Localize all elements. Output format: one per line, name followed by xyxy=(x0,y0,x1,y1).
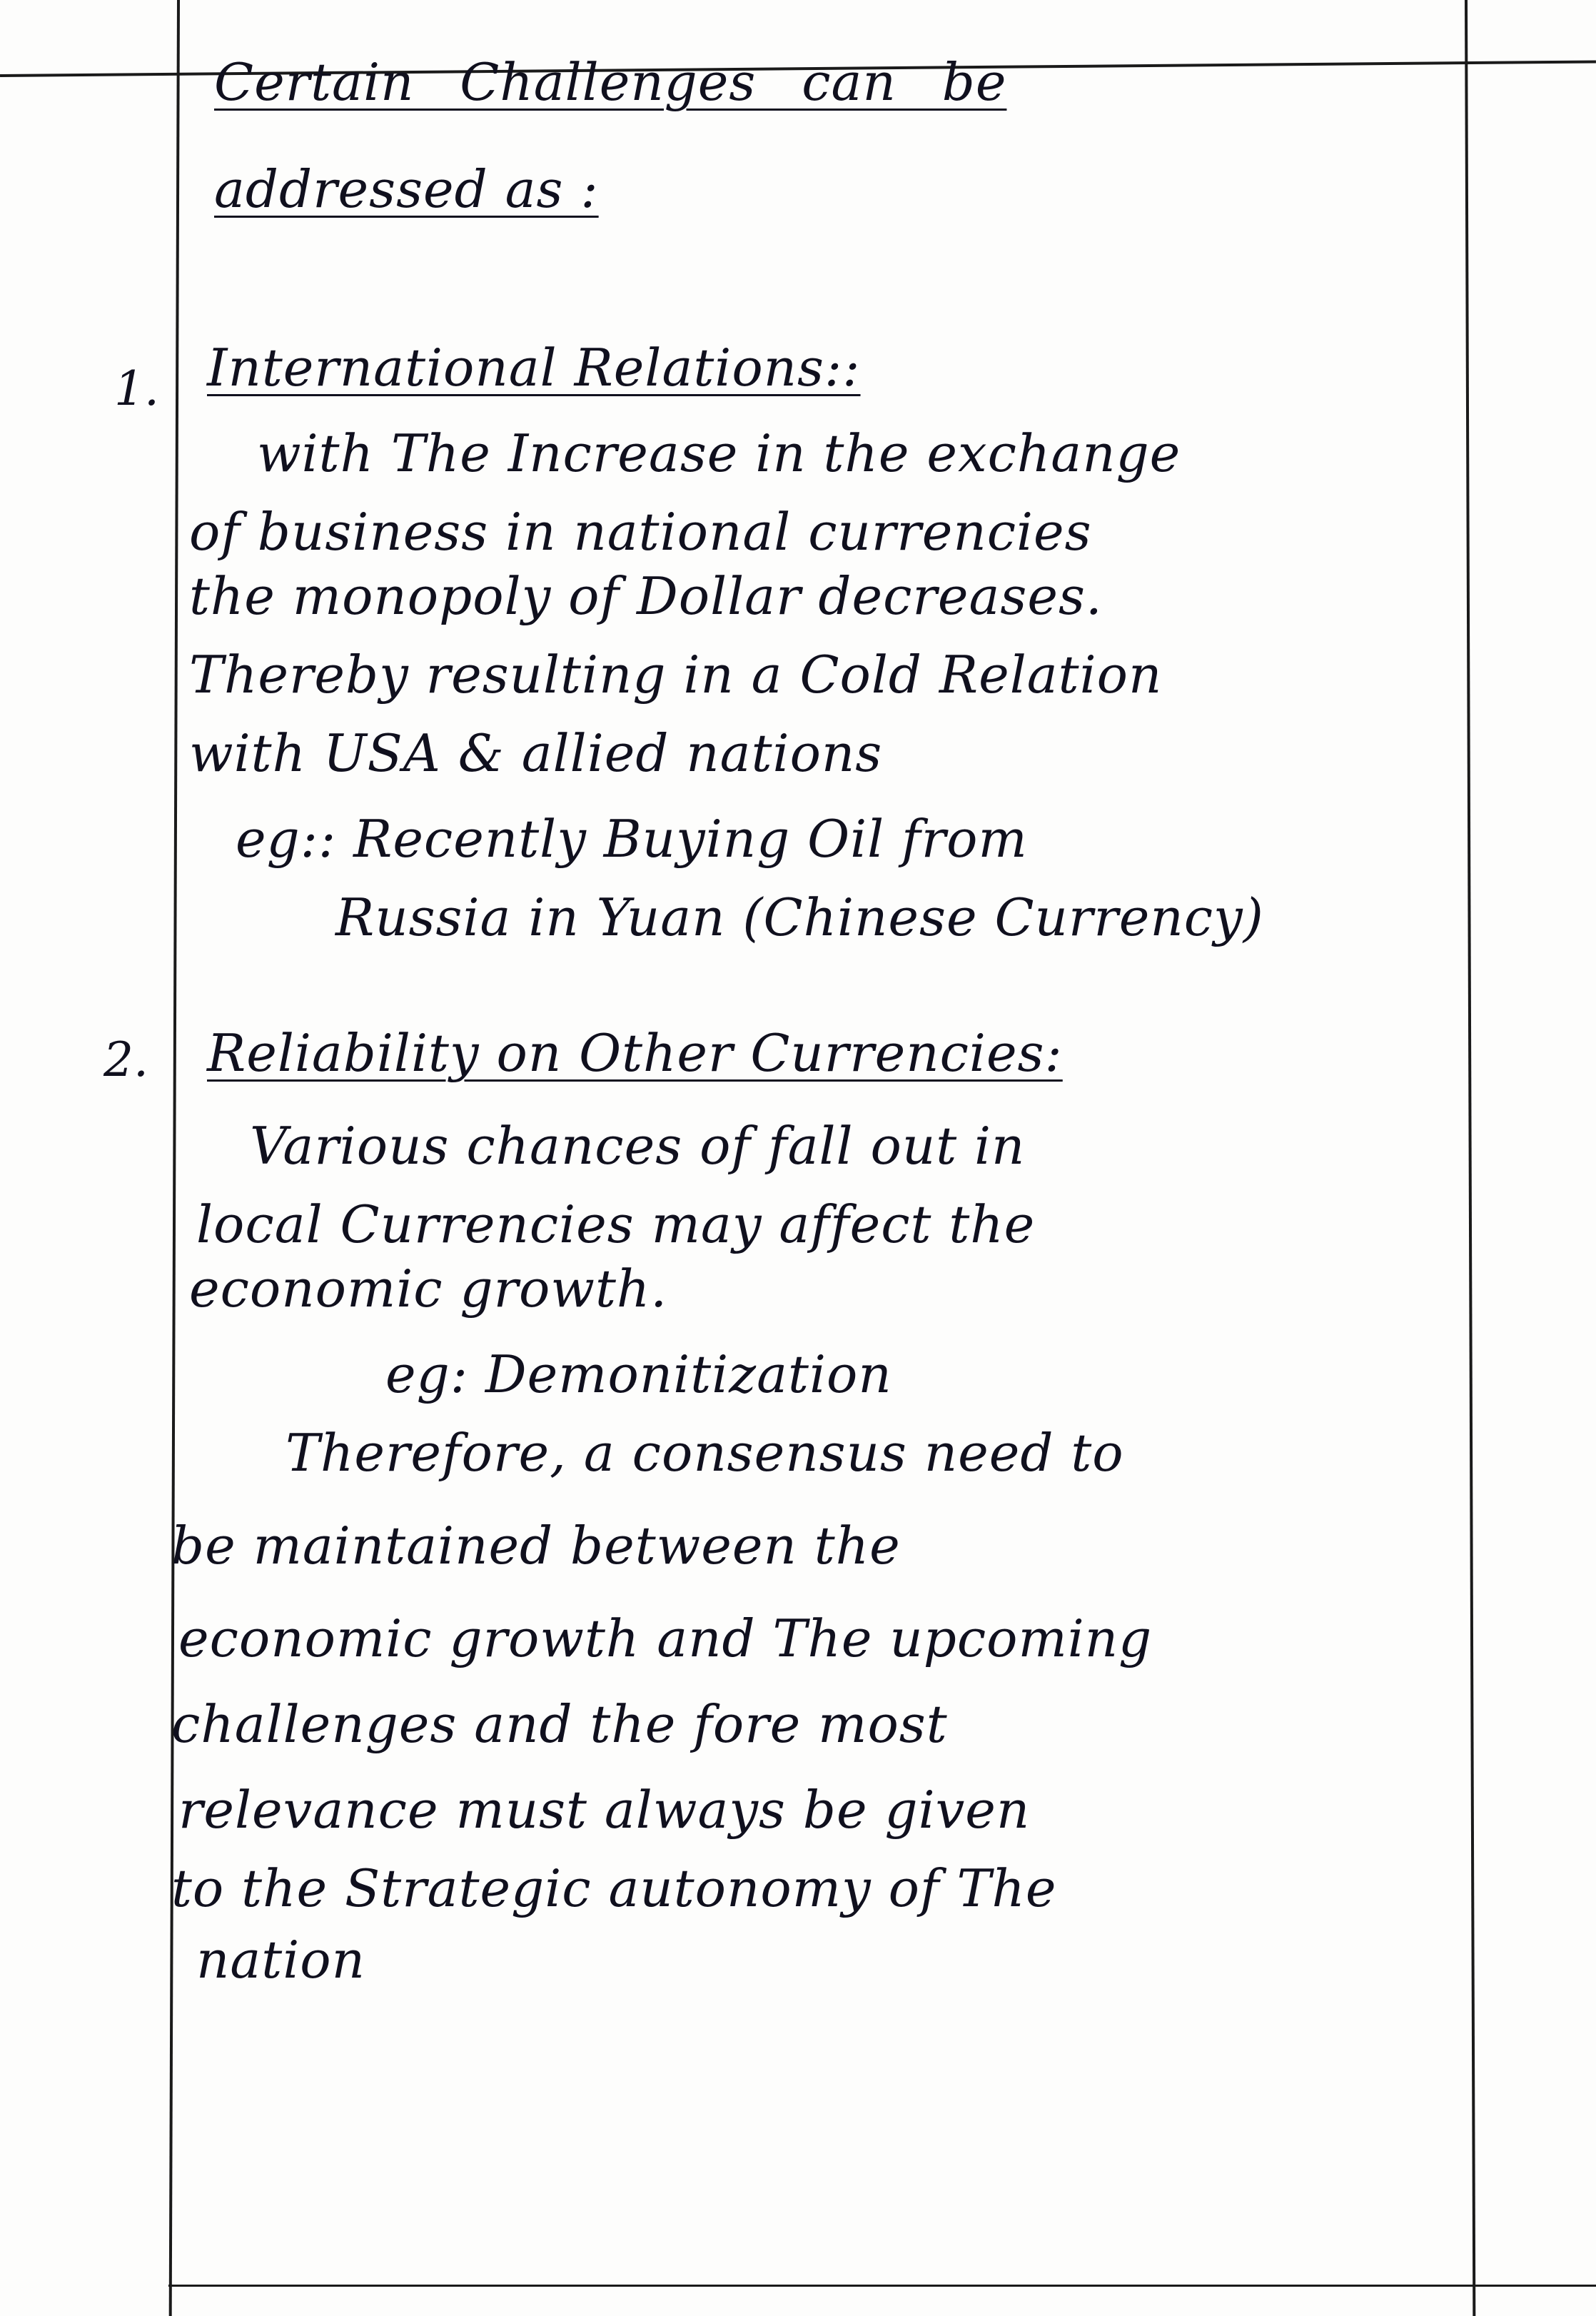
intro-line-1: Certain Challenges can be xyxy=(214,52,1007,112)
point-1-line-3: the monopoly of Dollar decreases. xyxy=(189,566,1103,626)
point-1-example-line-2: Russia in Yuan (Chinese Currency) xyxy=(335,887,1264,947)
point-1-line-2: of business in national currencies xyxy=(189,502,1092,562)
point-1-heading: International Relations:: xyxy=(207,338,861,398)
right-margin-line xyxy=(1465,0,1475,2316)
bottom-margin-line xyxy=(168,2285,1596,2287)
point-2-line-2: local Currencies may affect the xyxy=(196,1194,1036,1254)
point-2-example-line-1: eg: Demonitization xyxy=(385,1344,892,1404)
conclusion-line-2: be maintained between the xyxy=(171,1516,901,1576)
point-2-line-3: economic growth. xyxy=(189,1259,668,1319)
conclusion-line-1: Therefore, a consensus need to xyxy=(286,1423,1124,1483)
point-2-line-1: Various chances of fall out in xyxy=(250,1116,1026,1176)
conclusion-line-7: nation xyxy=(196,1930,365,1990)
point-1-line-1: with The Increase in the exchange xyxy=(257,423,1181,483)
left-margin-line xyxy=(169,0,180,2316)
point-1-line-5: with USA & allied nations xyxy=(189,723,883,783)
point-2-heading: Reliability on Other Currencies: xyxy=(207,1023,1063,1083)
conclusion-line-4: challenges and the fore most xyxy=(171,1694,948,1754)
conclusion-line-5: relevance must always be given xyxy=(178,1780,1031,1840)
point-1-number: 1. xyxy=(114,361,159,416)
point-1-line-4: Thereby resulting in a Cold Relation xyxy=(189,645,1163,705)
conclusion-line-3: economic growth and The upcoming xyxy=(178,1608,1153,1668)
point-2-number: 2. xyxy=(103,1032,148,1087)
point-1-example-line-1: eg:: Recently Buying Oil from xyxy=(236,809,1028,869)
conclusion-line-6: to the Strategic autonomy of The xyxy=(171,1858,1057,1918)
intro-line-2: addressed as : xyxy=(214,159,599,219)
